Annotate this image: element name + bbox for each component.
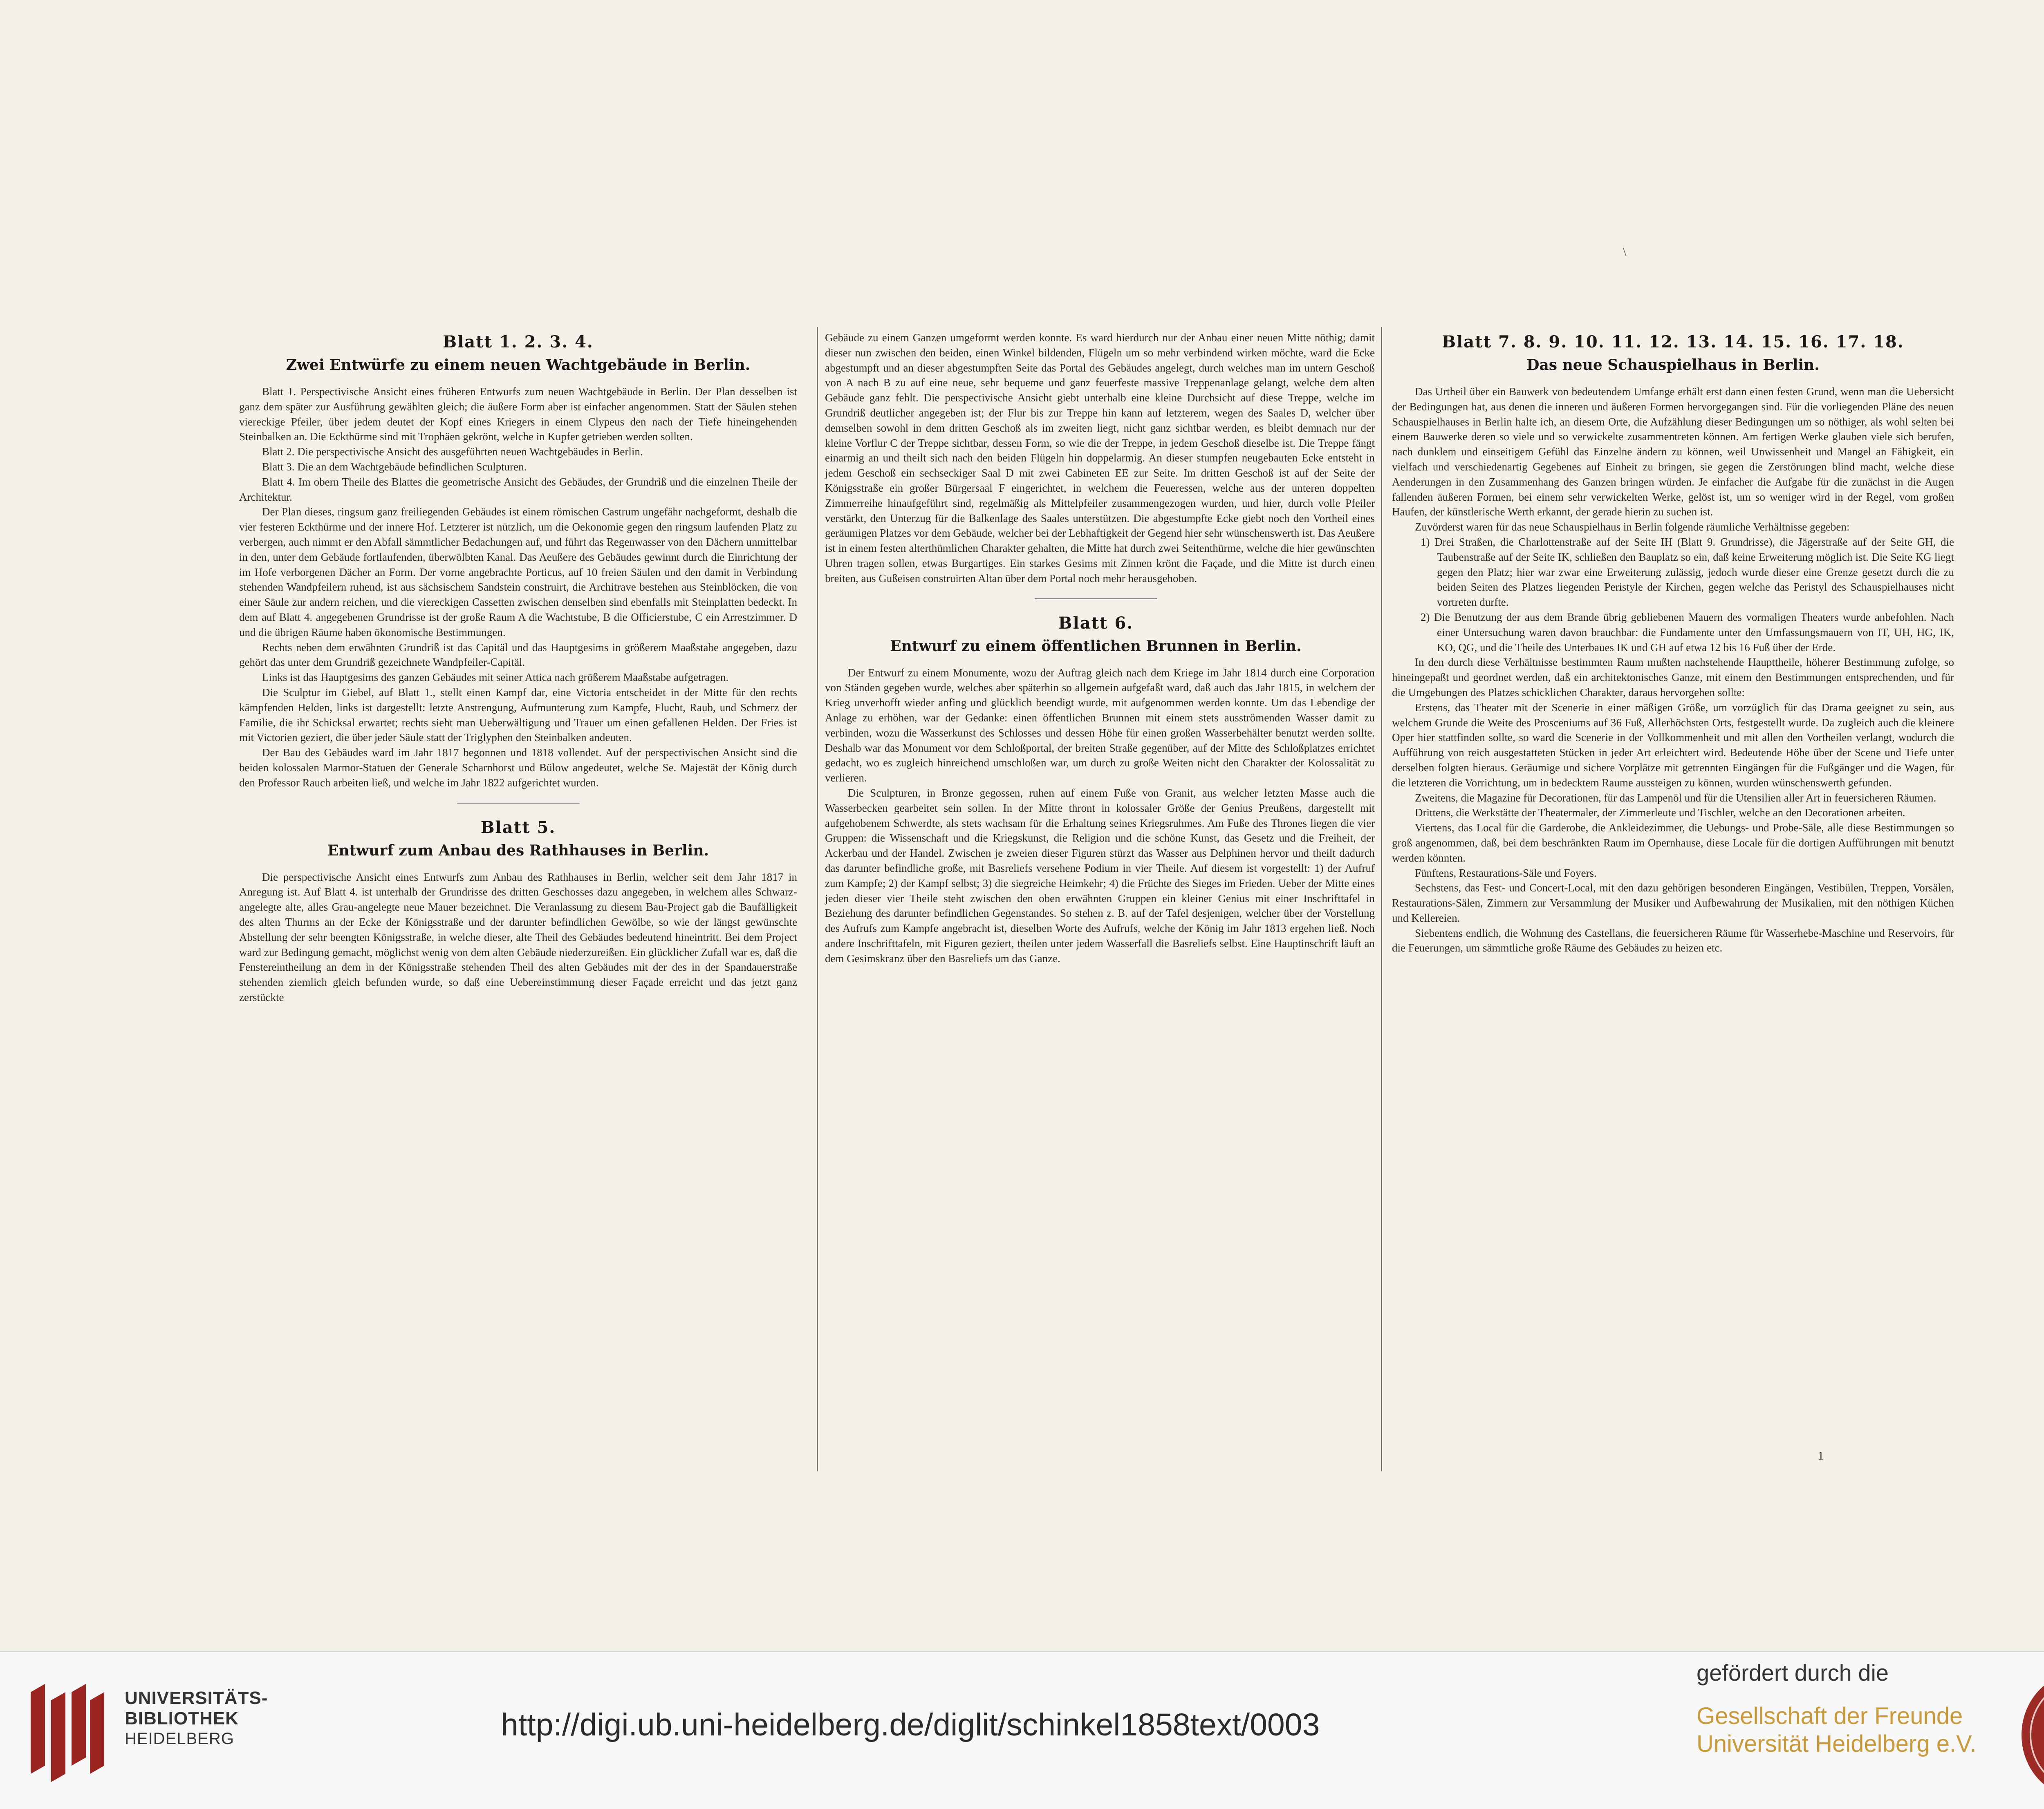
heading-blatt-5: Blatt 5. <box>480 817 556 837</box>
section-divider <box>1035 598 1157 599</box>
paragraph: In den durch diese Verhältnisse bestimmten Raum mußten nachstehende Haupttheile, höherer Bestimmung zufolge, so hineingepaßt und geordnet werden, daß ein architektonisches Ganze, mit einem den Bestimmungen entsprechenden, und für die Umgebungen des Platzes schicklichen Charakter, daraus hervorgehen sollte: <box>1392 656 1954 699</box>
library-name-line3: HEIDELBERG <box>125 1730 234 1748</box>
section-divider <box>457 803 580 804</box>
heading-blatt-7-18: Blatt 7. 8. 9. 10. 11. 12. 13. 14. 15. 16. 17. 18. <box>1442 332 1904 352</box>
paragraph: Der Entwurf zu einem Monumente, wozu der Auftrag gleich nach dem Kriege im Jahr 1814 durch eine Corporation von Ständen gegeben wurde, welches aber späterhin so allgemein aufgefaßt ward, daß auch das Jahr 1815, in welchem der Krieg unverhofft wieder anfing und glücklich beendigt wurde, mit aufgenommen werden konnte. Um das Lebendige der Anlage zu erhöhen, war der Gedanke: einen öffentlichen Brunnen mit einem stets ausströmenden Wasser damit zu verbinden, wozu die Wasserkunst des Schlosses und dessen Höhe für einen großen Wasserbehälter benutzt werden sollte. Deshalb war das Monument vor dem Schloßportal, der breiten Straße gegenüber, auf der Mitte des Schloßplatzes errichtet gedacht, wo es zugleich hinreichend umschloßen war, um durch zu große Weiten nicht den Charakter der Kolossalität zu verlieren. <box>825 666 1375 784</box>
subheading-rathhaus: Entwurf zum Anbau des Rathhauses in Berlin. <box>327 842 709 859</box>
heading-blatt-1-4: Blatt 1. 2. 3. 4. <box>443 332 594 352</box>
paragraph: Der Plan dieses, ringsum ganz freiliegenden Gebäudes ist einem römischen Castrum ungefähr nachgeformt, deshalb die vier festeren Eckthürme und der innere Hof. Letzterer ist nützlich, um die Oekonomie gegen den ringsum laufenden Platz zu verbergen, auch nimmt er den Abfall sämmtlicher Bedachungen auf, und führt das Regenwasser von den Dächern unmittelbar in den, unter dem Gebäude fortlaufenden, überwölbten Kanal. Das Aeußere des Gebäudes gewinnt durch die Einrichtung der im Hofe verborgenen Dächer an Form. Der vorne angebrachte Porticus, auf 10 freien Säulen und den damit in Verbindung stehenden Wandpfeilern ruhend, ist aus sächsischem Sandstein construirt, die Architrave bestehen aus Steinblöcken, die von einer Säule zur andern reichen, und die viereckigen Cassetten zwischen denselben sind ebenfalls mit Steinplatten bedeckt. In dem auf Blatt 4. angegebenen Grundrisse ist der große Raum A die Wachtstube, B die Officierstube, C ein Arrestzimmer. D und die übrigen Räume haben ökonomische Bestimmungen. <box>239 506 797 638</box>
library-name <box>125 1688 268 1749</box>
paragraph: Sechstens, das Fest- und Concert-Local, mit den dazu gehörigen besonderen Eingängen, Vestibülen, Treppen, Vorsälen, Restaurations-Sälen, Zimmern zur Versammlung der Musiker und Aufbewahrung der Musikalien, mit den nöthigen Küchen und Kellereien. <box>1392 882 1954 924</box>
society-name-line1: Gesellschaft der Freunde <box>1697 1703 1963 1729</box>
list-item: 1) Drei Straßen, die Charlottenstraße auf der Seite IH (Blatt 9. Grundrisse), die Jägerstraße auf der Seite GH, die Taubenstraße auf der Seite IK, schließen den Bauplatz so ein, daß keine Erweiterung möglich ist. Die Seite KG liegt gegen den Platz; hier war zwar eine Erweiterung zulässig, jedoch wurde dieser eine Grenze gesetzt durch die zu beiden Seiten des Platzes liegenden Peristyle der Kirchen, gegen welche das Peristyl des Schauspielhauses nicht vortreten durfte. <box>1421 535 1954 609</box>
column-right <box>1392 330 1954 956</box>
paragraph: Die perspectivische Ansicht eines Entwurfs zum Anbau des Rathhauses in Berlin, welcher seit dem Jahr 1817 in Anregung ist. Auf Blatt 4. ist unterhalb der Grundrisse des dritten Geschosses dazu angegeben, in welchem alles Schwarz-angelegte alte, alles Grau-angelegte neue Mauer bezeichnet. Die Veranlassung zu diesem Bau-Project gab die Baufälligkeit des alten Thurms an der Ecke der Königsstraße und der darunter befindlichen Gewölbe, so wie der längst gewünschte Abstellung der sehr beengten Königsstraße, in welche dieser, alte Theil des Gebäudes bedeutend hineintritt. Bei dem Project ward zur Bedingung gemacht, möglichst wenig von dem alten Gebäude niederzureißen. Ein glücklicher Zufall war es, daß die Fenstereintheilung an dem in der Königsstraße stehenden Theil des alten Gebäudes mit der des in der Spandauerstraße stehenden ziemlich gleich befunden wurde, so daß eine Uebereinstimmung dieser Façade erreicht und das jetzt ganz zerstückte <box>239 871 797 1003</box>
paragraph: Blatt 3. Die an dem Wachtgebäude befindlichen Sculpturen. <box>262 460 527 473</box>
column-rule-right <box>1381 327 1382 1471</box>
column-left <box>239 330 797 1005</box>
paragraph: Blatt 4. Im obern Theile des Blattes die geometrische Ansicht des Gebäudes, der Grundriß und die einzelnen Theile der Architektur. <box>239 475 797 503</box>
column-middle <box>817 330 1378 966</box>
paragraph: Viertens, das Local für die Garderobe, die Ankleidezimmer, die Uebungs- und Probe-Säle, alle diese Bestimmungen so groß angenommen, daß, bei dem beschränkten Raum im Opernhause, diese Locale für die dortigen Aufführungen mit benutzt werden könnten. <box>1392 822 1954 864</box>
paragraph: Fünftens, Restaurations-Säle und Foyers. <box>1415 866 1597 879</box>
paragraph: Der Bau des Gebäudes ward im Jahr 1817 begonnen und 1818 vollendet. Auf der perspectivischen Ansicht sind die beiden kolossalen Marmor-Statuen der Generale Scharnhorst und Bülow angedeutet, welche Se. Majestät der König durch den Professor Rauch arbeiten ließ, und welche im Jahr 1822 aufgerichtet wurden. <box>239 746 797 789</box>
stray-mark: \ <box>1623 245 1627 259</box>
paragraph: Rechts neben dem erwähnten Grundriß ist das Capitäl und das Hauptgesims in größerem Maaßstabe angegeben, dazu gehört das unter dem Grundriß gezeichnete Wandpfeiler-Capitäl. <box>239 641 797 669</box>
university-library-logo[interactable] <box>22 1676 112 1782</box>
paragraph: Erstens, das Theater mit der Scenerie in einer mäßigen Größe, um vorzüglich für das Drama geeignet zu sein, aus welchem Grunde die Weite des Prosceniums auf 36 Fuß, Allerhöchsten Orts, festgestellt wurde. Da zugleich auch die kleinere Oper hier stattfinden sollte, so ward die Scenerie in der Vollkommenheit und mit allen den Vortheilen verlangt, wodurch die Aufführung von reich ausgestatteten Stücken in jeder Art erleichtert wird. Bedeutende Höhe über der Scene und Tiefe unter derselben folgten hieraus. Geräumige und sichere Vorplätze mit getrennten Eingängen für die Fußgänger und die Wagen, für die letzteren die Vorrichtung, um in bedecktem Raume aussteigen zu können, wurden wünschenswerth gefunden. <box>1392 701 1954 789</box>
paragraph: Das Urtheil über ein Bauwerk von bedeutendem Umfange erhält erst dann einen festen Grund, wenn man die Uebersicht der Bedingungen hat, aus denen die inneren und äußeren Formen hervorgegangen sind. Für die vorliegenden Pläne des neuen Schauspielhauses in Berlin halte ich, an diesem Orte, die Aufzählung dieser Bedingungen um so nöthiger, als wohl selten bei einem Bauwerke deren so viele und so verwickelte zusammentreten können. Am fertigen Werke glauben viele sich berufen, nach dunklem und einseitigem Gefühl das Einzelne ändern zu können, weil Unwissenheit und Mangel an Fähigkeit, ein vielfach und verschiedenartig Gegebenes auf Einheit zu bringen, sie gegen die Zerstörungen blind macht, welche diese Aenderungen in den Zusammenhang des Ganzen bringen würden. Je einfacher die Aufgabe für die zunächst in die Augen fallenden äußeren Formen, bei einem sehr verwickelten Werke, gelöst ist, um so weniger wird in der Regel, vom großen Haufen, der künstlerische Werth erkannt, der gerade hierin zu suchen ist. <box>1392 385 1954 518</box>
paragraph: Zuvörderst waren für das neue Schauspielhaus in Berlin folgende räumliche Verhältnisse gegeben: <box>1415 521 1850 533</box>
list-item: 2) Die Benutzung der aus dem Brande übrig gebliebenen Mauern des vormaligen Theaters wurde anbefohlen. Nach einer Untersuchung waren davon brauchbar: die Fundamente unter den Umfassungsmauern von IT, UH, HG, IK, KO, QG, und die Theile des Unterbaues IK und GH auf etwa 12 bis 16 Fuß über der Erde. <box>1421 611 1954 654</box>
digital-url-link[interactable]: http://digi.ub.uni-heidelberg.de/diglit/schinkel1858text/0003 <box>501 1707 1320 1742</box>
paragraph: Zweitens, die Magazine für Decorationen, für das Lampenöl und für die Utensilien aller Art in feuersicheren Räumen. <box>1415 791 1936 804</box>
heading-blatt-6: Blatt 6. <box>1058 613 1134 633</box>
society-name-line2: Universität Heidelberg e.V. <box>1697 1731 1977 1757</box>
university-seal-icon <box>2017 1670 2044 1800</box>
funded-by-label: gefördert durch die <box>1697 1660 1889 1686</box>
paragraph: Die Sculptur im Giebel, auf Blatt 1., stellt einen Kampf dar, eine Victoria entscheidet in der Mitte für den rechts kämpfenden Helden, links ist dargestellt: letzte Anstrengung, Aufmunterung zum Kampfe, Flucht, Raub, und Schmerz der Familie, die ihr Schicksal erwartet; rechts sieht man Ueberwältigung und Trauer um einen gefallenen Helden. Der Fries ist mit Victorien geziert, die über jeder Säule statt der Triglyphen den Steinbalken andeuten. <box>239 686 797 744</box>
paragraph: Drittens, die Werkstätte der Theatermaler, der Zimmerleute und Tischler, welche an den Decorationen arbeiten. <box>1415 806 1905 819</box>
library-name-line1: UNIVERSITÄTS- <box>125 1688 268 1708</box>
paragraph: Blatt 1. Perspectivische Ansicht eines früheren Entwurfs zum neuen Wachtgebäude in Berlin. Der Plan desselben ist ganz dem später zur Ausführung gewählten gleich; die äußere Form aber ist einfacher angenommen. Statt der Säulen stehen viereckige Pfeiler, über jedem deutet der Kopf eines Kriegers in einem Clypeus den nach der Tiefe hineingehenden Steinbalken an. Die Eckthürme sind mit Trophäen gekrönt, welche in Kupfer getrieben werden sollten. <box>239 385 797 443</box>
society-name[interactable] <box>1697 1702 1977 1758</box>
subheading-schauspielhaus: Das neue Schauspielhaus in Berlin. <box>1526 356 1820 374</box>
subheading-brunnen: Entwurf zu einem öffentlichen Brunnen in Berlin. <box>890 637 1302 655</box>
paragraph: Die Sculpturen, in Bronze gegossen, ruhen auf einem Fuße von Granit, aus welcher letzten Masse auch die Wasserbecken gearbeitet sein sollen. In der Mitte thront in kolossaler Größe der Genius Preußens, dargestellt mit aufgehobenem Schwerdte, als stets wachsam für die Erhaltung seines Kriegsruhmes. Am Fuße des Thrones liegen die vier Gruppen: die Wissenschaft und die Kriegskunst, die Religion und die schöne Kunst, das Gesetz und die Freiheit, der Ackerbau und der Handel. Zwischen je zweien dieser Figuren stürzt das Wasser aus Delphinen hervor und theilt dadurch das darunter befindliche große, mit Basreliefs versehene Podium in vier Theile. Auf diesem ist vorgestellt: 1) der Aufruf zum Kampfe; 2) der Kampf selbst; 3) die siegreiche Heimkehr; 4) die Früchte des Sieges im Frieden. Ueber der Mitte eines jeden dieser vier Theile steht zwischen den oben erwähnten Gruppen ein kleiner Genius mit einer Inschrifttafel in Beziehung des darunter befindlichen Gegenstandes. So stehen z. B. auf der Tafel desjenigen, welcher über der Vorstellung des Aufrufs zum Kampfe angebracht ist, dieselben Worte des Aufrufs, welche der König im Jahr 1813 ergehen ließ. Noch andere Inschrifttafeln, mit Figuren geziert, theilen unter jedem Wasserfall die Basreliefs selbst. Eine Hauptinschrift läuft an dem Gesimskranz über den Basreliefs um das Ganze. <box>825 786 1375 965</box>
paragraph: Blatt 2. Die perspectivische Ansicht des ausgeführten neuen Wachtgebäudes in Berlin. <box>262 446 643 458</box>
paragraph: Siebentens endlich, die Wohnung des Castellans, die feuersicheren Räume für Wasserhebe-Maschine und Reservoirs, für die Feuerungen, um sämmtliche große Räume des Gebäudes zu heizen etc. <box>1392 927 1954 954</box>
paragraph: Links ist das Hauptgesims des ganzen Gebäudes mit seiner Attica nach größerem Maaßstabe aufgetragen. <box>262 671 729 684</box>
paragraph: Gebäude zu einem Ganzen umgeformt werden konnte. Es ward hierdurch nur der Anbau einer neuen Mitte nöthig; damit dieser nun zwischen den beiden, einen Winkel bildenden, Flügeln um so mehr verbindend wirken möchte, ward die Ecke abgestumpft und an dieser abgestumpften Seite das Portal des Gebäudes angelegt, durch welches man im untern Geschoß von A nach B zu auf eine neue, sehr bequeme und ganz feuerfeste massive Treppenanlage gelangt, welche dem alten Gebäude ganz fehlt. Die perspectivische Ansicht giebt unterhalb eine kleine Durchsicht auf diese Treppe, welche im Grundriß deutlicher angegeben ist; der Flur bis zur Treppe hin kann auf letzterem, wegen des Saales D, welcher über demselben sowohl in dem dritten Geschoß als im zweiten liegt, nicht ganz sichtbar werden, es bleibt demnach nur der kleine Vorflur C der Treppe sichtbar, dessen Form, so wie die der Treppe, in jedem Geschoß dieselbe ist. Die Treppe fängt einarmig an und theilt sich nach den beiden Flügeln hin doppelarmig. An dieser stumpfen neugebauten Ecke entsteht in jedem Geschoß ein sechseckiger Saal D mit zwei Cabineten EE zur Seite. Im dritten Geschoß ist auf der Seite der Königsstraße ein großer Bürgersaal F eingerichtet, in welchem die Feueressen, welche aus der unteren doppelten Zimmerreihe hinaufgeführt sind, regelmäßig als Mittelpfeiler zusammengezogen wurden, und hier, durch volle Pfeiler verstärkt, den Unterzug für die Balkenlage des Saales unterstützen. Die abgestumpfte Ecke giebt noch den Vortheil eines geräumigen Platzes vor dem Gebäude, welcher bei der Lebhaftigkeit der Gegend hier sehr wünschenswerth ist. Das Aeußere ist in einem festen alterthümlichen Charakter gehalten, die Mitte hat durch zwei Seitenthürme, welche die hier gewünschten Uhren tragen sollen, etwas Burgartiges. Ein starkes Gesims mit Zinnen krönt die Façade, und die Mitte ist durch einen breiten, aus Gußeisen construirten Altan über dem Portal noch mehr herausgehoben. <box>825 331 1375 584</box>
subheading-wachtgebaeude: Zwei Entwürfe zu einem neuen Wachtgebäude in Berlin. <box>286 356 751 374</box>
page-number: 1 <box>1818 1450 1824 1462</box>
library-name-line2: BIBLIOTHEK <box>125 1708 239 1728</box>
